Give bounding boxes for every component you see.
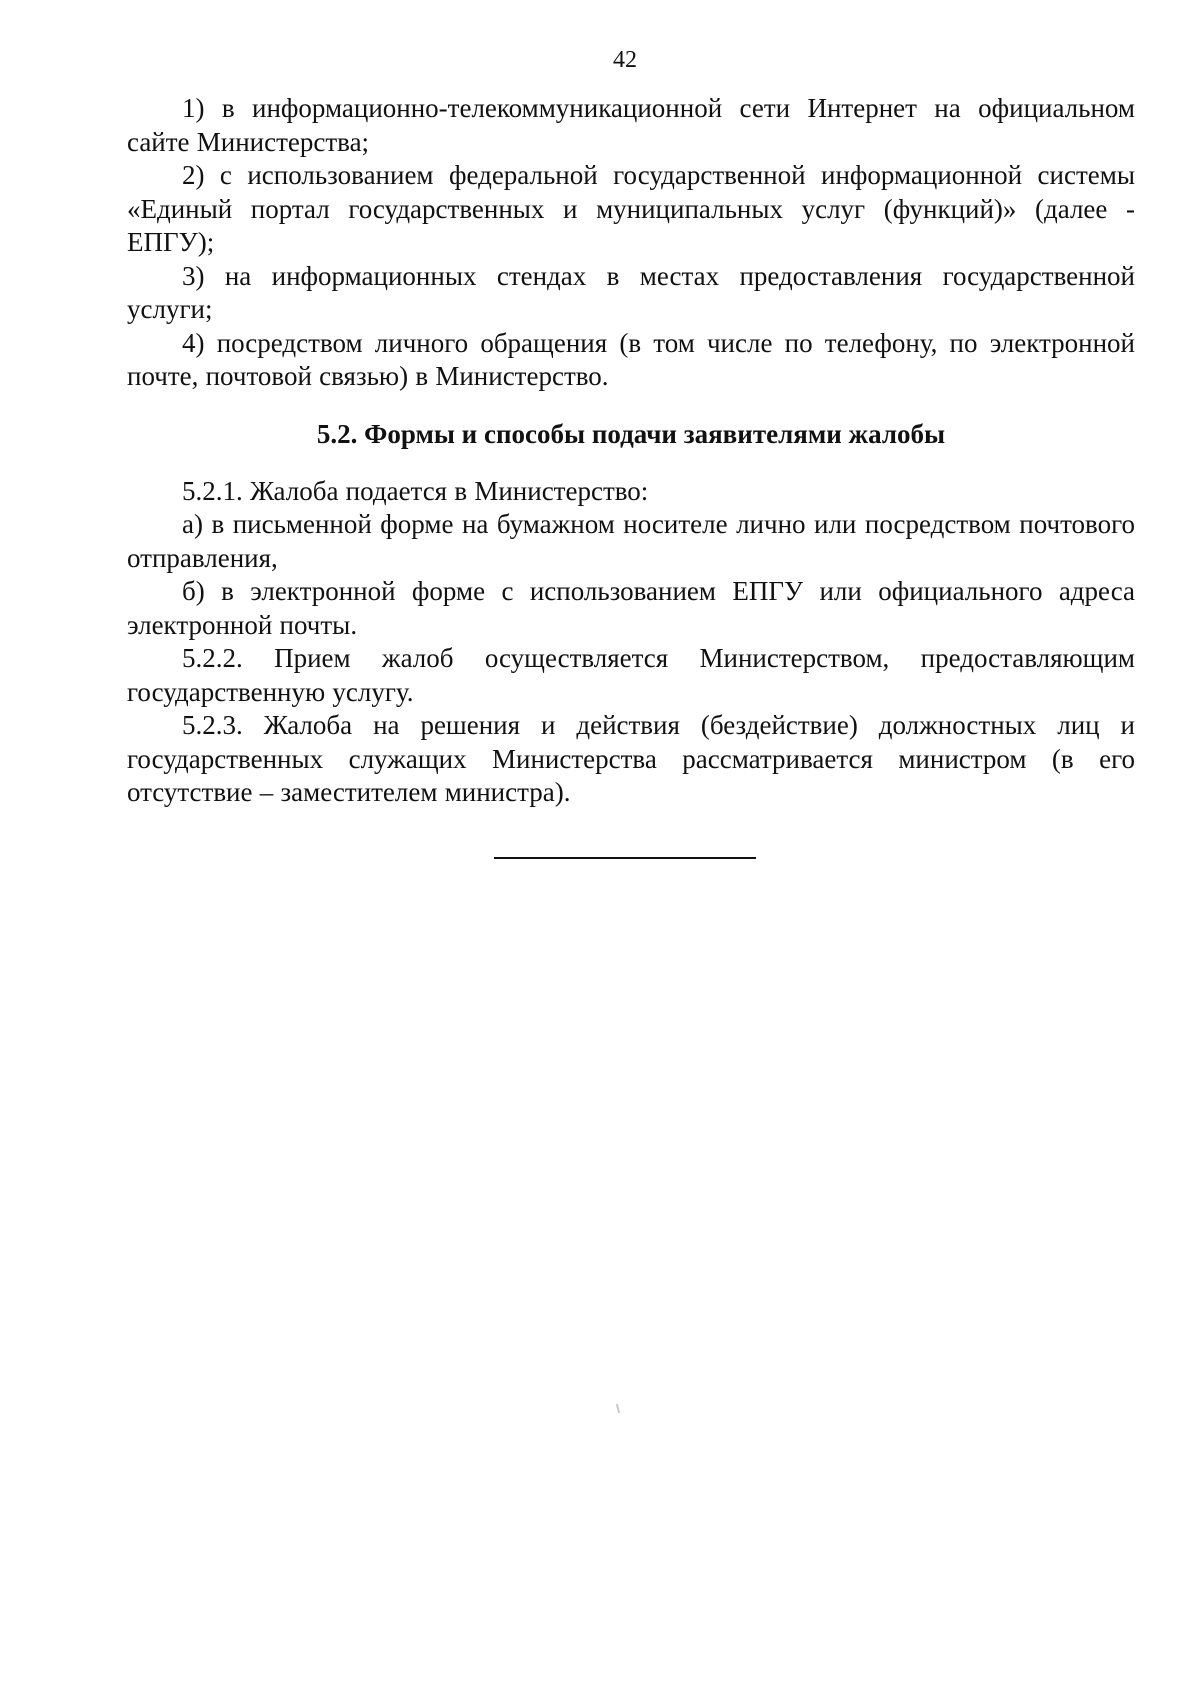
list-item-4: 4) посредством личного обращения (в том числе по телефону, по электронной почте, почтовой связью) в Министерство. <box>127 327 1135 391</box>
document-body <box>127 92 1135 810</box>
list-item-2: 2) с использованием федеральной государственной информационной системы «Единый портал государственных и муниципальных услуг (функций)» (далее - ЕПГУ); <box>127 160 1135 257</box>
list-item-3: 3) на информационных стендах в местах предоставления государственной услуги; <box>127 260 1135 324</box>
paragraph-option-b: б) в электронной форме с использованием ЕПГУ или официального адреса электронной почты. <box>127 576 1135 640</box>
scan-speck <box>616 1404 620 1413</box>
page-number: 42 <box>613 47 637 73</box>
paragraph-5-2-3: 5.2.3. Жалоба на решения и действия (бездействие) должностных лиц и государственных служащих Министерства рассматривается министром (в его отсутствие – заместителем министра). <box>127 710 1135 807</box>
paragraph-5-2-2: 5.2.2. Прием жалоб осуществляется Министерством, предоставляющим государственную услугу. <box>127 643 1135 707</box>
paragraph-5-2-1: 5.2.1. Жалоба подается в Министерство: <box>182 475 649 506</box>
end-of-text-rule <box>494 857 756 859</box>
list-item-1: 1) в информационно-телекоммуникационной сети Интернет на официальном сайте Министерства; <box>127 93 1135 157</box>
paragraph-option-a: а) в письменной форме на бумажном носителе лично или посредством почтового отправления, <box>127 509 1135 573</box>
section-heading: 5.2. Формы и способы подачи заявителями жалобы <box>316 418 946 449</box>
